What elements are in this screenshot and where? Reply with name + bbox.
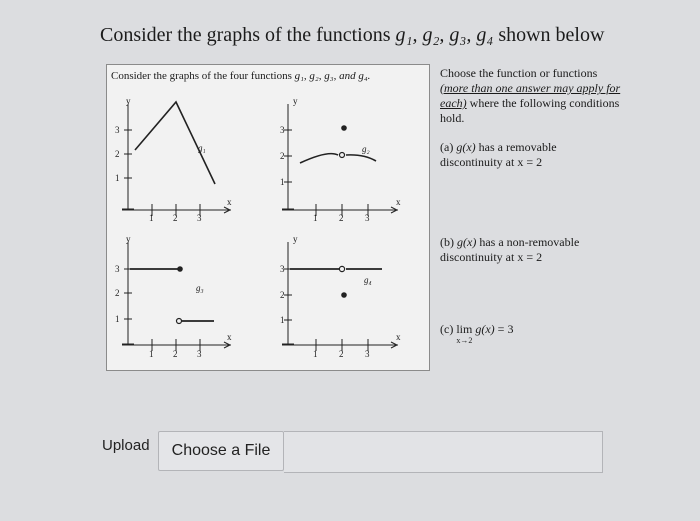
label-g1: g₁ <box>198 143 206 153</box>
tick-x3-4: 3 <box>365 349 370 359</box>
x-label-3: x <box>227 332 232 342</box>
g4-open-dot <box>339 266 344 271</box>
panel-g4 <box>282 242 398 351</box>
tick-x3-2: 3 <box>365 213 370 223</box>
condition-b-function: g(x) <box>457 235 477 249</box>
y-label-1: y <box>126 96 131 106</box>
caption-functions: g₁, g₂, g₃, and g₄. <box>294 70 371 82</box>
condition-a-text: has a removable discontinuity at x = 2 <box>440 140 557 169</box>
panel-g2 <box>282 104 398 216</box>
panel-g3 <box>122 242 231 351</box>
y-label-4: y <box>293 234 298 244</box>
g3-open-dot <box>177 319 182 324</box>
tick-y3-2: 3 <box>280 125 285 135</box>
title-functions: g₁, g₂, g₃, g₄ <box>395 24 494 46</box>
y-label-2: y <box>293 96 298 106</box>
limit-expression <box>456 322 473 345</box>
tick-y2-2: 2 <box>280 151 285 161</box>
tick-x2-1: 2 <box>173 213 178 223</box>
label-g3: g₃ <box>196 283 204 293</box>
condition-a <box>440 140 620 170</box>
choose-file-button[interactable]: Choose a File <box>158 431 284 471</box>
g2-curve-right <box>346 155 376 161</box>
graphs-svg <box>106 64 428 369</box>
instructions-note: (more than one answer may apply for each) <box>440 81 621 110</box>
condition-c-function: g(x) <box>475 322 495 336</box>
tick-y3-3: 3 <box>115 264 120 274</box>
instructions-lead: Choose the function or functions <box>440 66 598 80</box>
tick-x1-4: 1 <box>313 349 318 359</box>
instructions-tail: where the following conditions hold. <box>440 96 620 125</box>
tick-x1-2: 1 <box>313 213 318 223</box>
g2-curve-left <box>300 154 338 163</box>
caption-text: Consider the graphs of the four functions <box>111 70 292 82</box>
condition-b-label: (b) <box>440 235 454 249</box>
title-suffix: shown below <box>498 24 605 46</box>
file-name-field[interactable] <box>284 431 603 473</box>
x-label-1: x <box>227 197 232 207</box>
condition-c <box>440 322 620 345</box>
condition-b-text: has a non-removable discontinuity at x = 2 <box>440 235 580 264</box>
tick-x3-1: 3 <box>197 213 202 223</box>
tick-y1-2: 1 <box>280 177 285 187</box>
limit-word: lim <box>456 322 473 336</box>
tick-x1-3: 1 <box>149 349 154 359</box>
tick-y2-3: 2 <box>115 288 120 298</box>
g2-filled-dot <box>341 125 347 131</box>
tick-x3-3: 3 <box>197 349 202 359</box>
tick-y3-1: 3 <box>115 125 120 135</box>
limit-subscript: x→2 <box>456 336 473 345</box>
label-g2: g₂ <box>362 144 370 154</box>
condition-a-function: g(x) <box>456 140 476 154</box>
condition-c-value: = 3 <box>497 322 514 336</box>
tick-y3-4: 3 <box>280 264 285 274</box>
tick-x1-1: 1 <box>149 213 154 223</box>
tick-x2-2: 2 <box>339 213 344 223</box>
condition-c-label: (c) <box>440 322 454 336</box>
tick-y1-3: 1 <box>115 314 120 324</box>
tick-y2-1: 2 <box>115 149 120 159</box>
instructions <box>440 66 625 126</box>
y-label-3: y <box>126 234 131 244</box>
condition-a-label: (a) <box>440 140 454 154</box>
g3-filled-dot <box>177 266 183 272</box>
tick-x2-3: 2 <box>173 349 178 359</box>
upload-label: Upload <box>102 437 150 454</box>
label-g4: g₄ <box>364 275 372 285</box>
x-label-2: x <box>396 197 401 207</box>
title-text: Consider the graphs of the functions <box>100 24 391 46</box>
tick-x2-4: 2 <box>339 349 344 359</box>
panel-g1 <box>122 102 231 216</box>
page-title <box>100 24 604 47</box>
tick-y1-1: 1 <box>115 173 120 183</box>
x-label-4: x <box>396 332 401 342</box>
tick-y2-4: 2 <box>280 290 285 300</box>
g2-open-dot <box>340 153 345 158</box>
tick-y1-4: 1 <box>280 315 285 325</box>
condition-b <box>440 235 620 265</box>
g4-filled-dot <box>341 292 347 298</box>
